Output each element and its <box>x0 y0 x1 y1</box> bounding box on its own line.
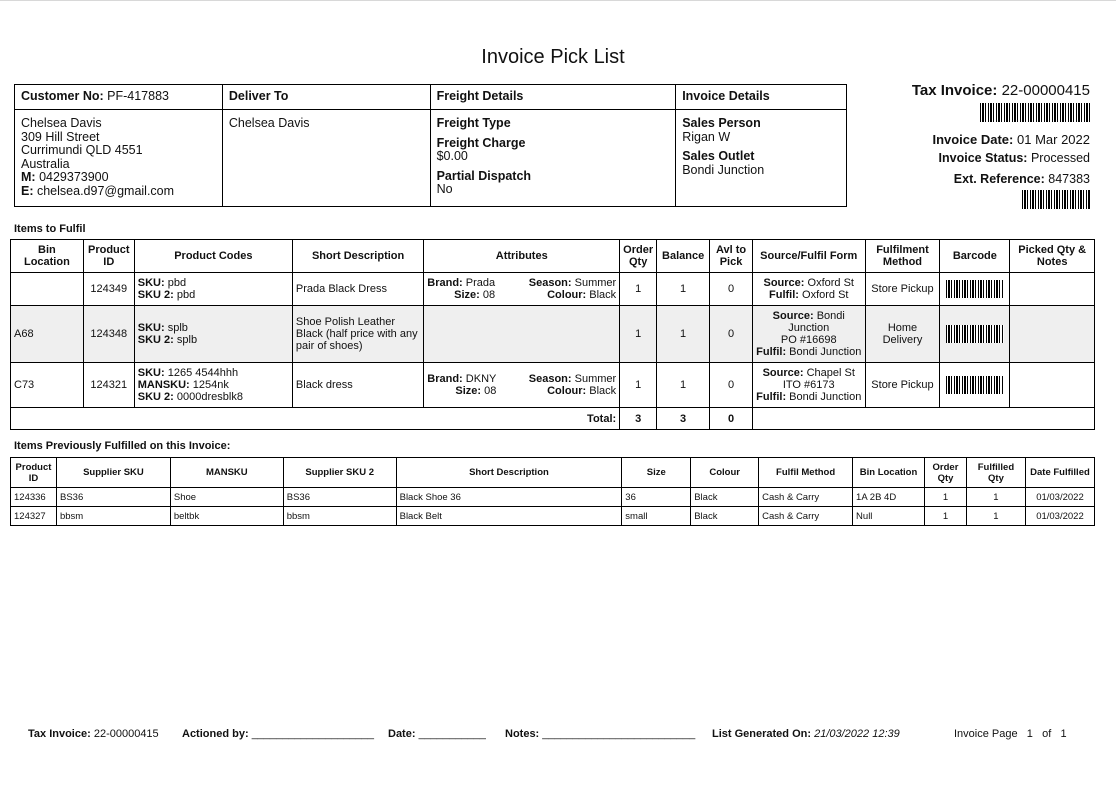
attr-colour: Colour: Black <box>547 289 617 301</box>
item-row <box>11 273 1095 306</box>
items-header-8: Source/Fulfil Form <box>752 240 865 273</box>
prev-header-8: Bin Location <box>853 458 925 488</box>
prev-cell: Cash & Carry <box>759 507 853 526</box>
items-header-11: Picked Qty & Notes <box>1010 240 1095 273</box>
bin-location <box>11 273 84 306</box>
previously-fulfilled-label: Items Previously Fulfilled on this Invoice: <box>14 440 231 452</box>
balance: 1 <box>657 273 710 306</box>
product-id: 124348 <box>83 306 134 363</box>
short-description: Prada Black Dress <box>292 273 423 306</box>
invoice-date: Invoice Date: 01 Mar 2022 <box>932 132 1090 147</box>
prev-cell: 1 <box>925 488 967 507</box>
attr-brand: Brand: Prada <box>427 277 496 289</box>
barcode-image <box>946 325 1004 343</box>
deliver-to-address <box>222 110 430 207</box>
bin-location: A68 <box>11 306 84 363</box>
barcode-image <box>946 280 1004 298</box>
fulfil: Fulfil: Oxford St <box>769 289 849 301</box>
source: Source: Chapel St <box>762 367 855 379</box>
freight-details <box>430 110 676 207</box>
totals-row <box>11 408 1095 430</box>
invoice-details-header: Invoice Details <box>676 85 847 110</box>
product-id: 124349 <box>83 273 134 306</box>
product-codes <box>134 363 292 408</box>
customer-address <box>15 110 223 207</box>
items-header-6: Balance <box>657 240 710 273</box>
prev-header-9: Order Qty <box>925 458 967 488</box>
items-header-5: Order Qty <box>620 240 657 273</box>
product-code: SKU: 1265 4544hhh <box>137 367 239 379</box>
freight-type-label: Freight Type <box>436 116 511 130</box>
product-code: MANSKU: 1254nk <box>137 379 229 391</box>
attr-size: Size: 08 <box>454 289 496 301</box>
product-codes <box>134 273 292 306</box>
prev-header-3: Supplier SKU 2 <box>283 458 396 488</box>
prev-cell: Shoe <box>170 488 283 507</box>
prev-cell: beltbk <box>170 507 283 526</box>
attributes <box>424 273 620 306</box>
fulfil: Fulfil: Bondi Junction <box>756 391 862 403</box>
customer-street: 309 Hill Street <box>21 129 100 144</box>
barcode-cell <box>940 273 1010 306</box>
items-to-fulfil-label: Items to Fulfil <box>14 223 86 235</box>
customer-number-cell: Customer No: PF-417883 <box>15 85 223 110</box>
customer-name: Chelsea Davis <box>21 116 102 130</box>
picked-qty-notes[interactable] <box>1010 273 1095 306</box>
source: Source: Bondi Junction <box>772 310 845 334</box>
attr-size: Size: 08 <box>455 385 497 397</box>
source: Source: Oxford St <box>763 277 854 289</box>
prev-cell: 01/03/2022 <box>1025 507 1094 526</box>
product-code: SKU 2: 0000dresblk8 <box>137 391 243 403</box>
deliver-to-name: Chelsea Davis <box>228 116 310 130</box>
prev-cell: Black Belt <box>396 507 622 526</box>
customer-number: PF-417883 <box>107 89 169 104</box>
previously-fulfilled-table <box>10 457 1095 526</box>
prev-header-5: Size <box>622 458 691 488</box>
attr-season: Season: Summer <box>528 373 617 385</box>
freight-details-header: Freight Details <box>430 85 676 110</box>
attr-colour: Colour: Black <box>547 385 617 397</box>
customer-country: Australia <box>21 156 70 171</box>
balance: 1 <box>657 306 710 363</box>
prev-header-1: Supplier SKU <box>56 458 170 488</box>
prev-cell: Black <box>691 507 759 526</box>
avl-to-pick: 0 <box>710 273 753 306</box>
total-order-qty: 3 <box>620 408 657 430</box>
avl-to-pick: 0 <box>710 363 753 408</box>
order-qty: 1 <box>620 273 657 306</box>
attributes-right <box>529 277 616 301</box>
customer-mobile: M: 0429373900 <box>21 170 109 184</box>
attributes <box>424 306 620 363</box>
footer-tax-invoice: Tax Invoice: 22-00000415 <box>28 728 159 740</box>
tax-invoice-block <box>912 82 1090 212</box>
freight-charge-value: $0.00 <box>436 149 468 163</box>
short-description: Shoe Polish Leather Black (half price with any pair of shoes) <box>292 306 423 363</box>
freight-charge-label: Freight Charge <box>436 135 526 150</box>
footer-page-number: Invoice Page 1 of 1 <box>954 728 1067 740</box>
prev-header-2: MANSKU <box>170 458 283 488</box>
partial-dispatch-label: Partial Dispatch <box>436 168 532 183</box>
prev-cell: bbsm <box>56 507 170 526</box>
prev-cell: BS36 <box>283 488 396 507</box>
barcode-cell <box>940 363 1010 408</box>
barcode-image <box>946 376 1004 394</box>
short-description: Black dress <box>292 363 423 408</box>
page-title: Invoice Pick List <box>481 46 625 68</box>
footer-notes[interactable]: Notes: _________________________ <box>505 728 696 740</box>
barcode-cell <box>940 306 1010 363</box>
prev-cell: small <box>622 507 691 526</box>
items-header-7: Avl to Pick <box>710 240 753 273</box>
footer-actioned-by[interactable]: Actioned by: ____________________ <box>182 728 375 740</box>
tax-invoice-number: Tax Invoice: 22-00000415 <box>911 82 1090 99</box>
attr-season: Season: Summer <box>528 277 617 289</box>
tax-invoice-barcode <box>980 103 1090 122</box>
prev-cell: Null <box>853 507 925 526</box>
totals-empty <box>752 408 1094 430</box>
prev-cell: 36 <box>622 488 691 507</box>
prev-cell: 01/03/2022 <box>1025 488 1094 507</box>
attributes-left <box>427 277 495 301</box>
invoice-header-table <box>14 84 847 207</box>
prev-cell: 124327 <box>11 507 57 526</box>
product-code: SKU 2: splb <box>137 334 198 346</box>
source-reference: PO #16698 <box>780 334 837 346</box>
footer-date[interactable]: Date: ___________ <box>388 728 486 740</box>
source-fulfil <box>752 306 865 363</box>
prev-header-4: Short Description <box>396 458 622 488</box>
prev-cell: 1 <box>925 507 967 526</box>
bin-location: C73 <box>11 363 84 408</box>
customer-email: E: chelsea.d97@gmail.com <box>21 183 175 198</box>
fulfilment-method: Home Delivery <box>865 306 940 363</box>
prev-header-0: Product ID <box>11 458 57 488</box>
item-row <box>11 306 1095 363</box>
prev-cell: 1 <box>966 507 1025 526</box>
items-header-1: Product ID <box>83 240 134 273</box>
sales-outlet-value: Bondi Junction <box>682 162 765 177</box>
top-divider <box>0 0 1116 1</box>
picked-qty-notes[interactable] <box>1010 363 1095 408</box>
attributes-grid <box>427 277 616 301</box>
attributes-right <box>529 373 616 397</box>
items-header-0: Bin Location <box>11 240 84 273</box>
fulfilment-method: Store Pickup <box>865 273 940 306</box>
source-fulfil <box>752 273 865 306</box>
partial-dispatch-value: No <box>436 182 453 196</box>
totals-label: Total: <box>11 408 620 430</box>
fulfil: Fulfil: Bondi Junction <box>756 346 862 358</box>
source-fulfil <box>752 363 865 408</box>
total-avl-to-pick: 0 <box>710 408 753 430</box>
attributes <box>424 363 620 408</box>
items-header-10: Barcode <box>940 240 1010 273</box>
source-reference: ITO #6173 <box>782 379 835 391</box>
deliver-to-header: Deliver To <box>222 85 430 110</box>
fulfilment-method: Store Pickup <box>865 363 940 408</box>
sales-person-label: Sales Person <box>682 116 761 130</box>
items-header-9: Fulfilment Method <box>865 240 940 273</box>
order-qty: 1 <box>620 363 657 408</box>
prev-header-11: Date Fulfilled <box>1025 458 1094 488</box>
attributes-left <box>427 373 496 397</box>
picked-qty-notes[interactable] <box>1010 306 1095 363</box>
ext-reference-barcode <box>1022 190 1090 209</box>
product-code: SKU: splb <box>137 322 188 334</box>
prev-cell: BS36 <box>56 488 170 507</box>
items-header-3: Short Description <box>292 240 423 273</box>
balance: 1 <box>657 363 710 408</box>
items-header-2: Product Codes <box>134 240 292 273</box>
prev-cell: Black Shoe 36 <box>396 488 622 507</box>
customer-suburb: Currimundi QLD 4551 <box>21 143 143 157</box>
prev-cell: Cash & Carry <box>759 488 853 507</box>
prev-row <box>11 507 1095 526</box>
items-header-4: Attributes <box>424 240 620 273</box>
prev-header-6: Colour <box>691 458 759 488</box>
attr-brand: Brand: DKNY <box>427 373 497 385</box>
prev-row <box>11 488 1095 507</box>
item-row <box>11 363 1095 408</box>
total-balance: 3 <box>657 408 710 430</box>
invoice-details <box>676 110 847 207</box>
avl-to-pick: 0 <box>710 306 753 363</box>
product-id: 124321 <box>83 363 134 408</box>
prev-cell: 124336 <box>11 488 57 507</box>
sales-person-value: Rigan W <box>682 129 731 144</box>
prev-cell: bbsm <box>283 507 396 526</box>
prev-cell: 1A 2B 4D <box>853 488 925 507</box>
prev-cell: 1 <box>966 488 1025 507</box>
sales-outlet-label: Sales Outlet <box>682 149 755 163</box>
footer-generated-on: List Generated On: 21/03/2022 12:39 <box>712 728 900 740</box>
attributes-grid <box>427 373 616 397</box>
prev-cell: Black <box>691 488 759 507</box>
order-qty: 1 <box>620 306 657 363</box>
product-code: SKU: pbd <box>137 277 187 289</box>
product-code: SKU 2: pbd <box>137 289 196 301</box>
prev-header-7: Fulfil Method <box>759 458 853 488</box>
items-to-fulfil-table <box>10 239 1095 430</box>
product-codes <box>134 306 292 363</box>
prev-header-10: Fulfilled Qty <box>966 458 1025 488</box>
ext-reference: Ext. Reference: 847383 <box>953 172 1090 186</box>
invoice-status: Invoice Status: Processed <box>938 151 1090 165</box>
